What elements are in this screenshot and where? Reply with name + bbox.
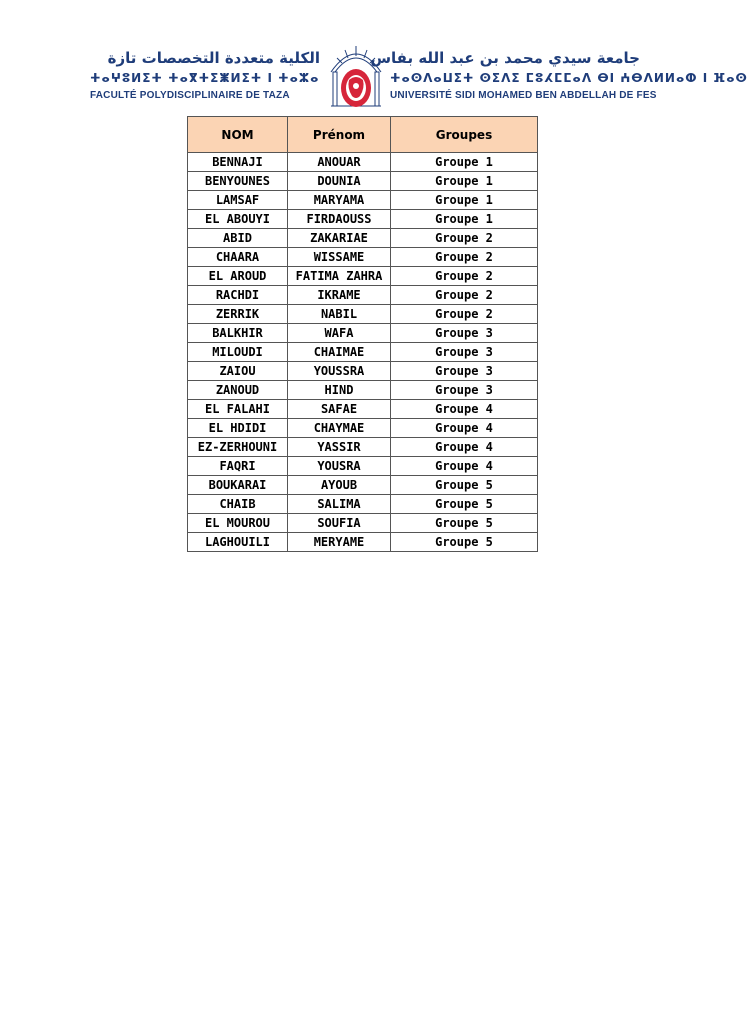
cell-groupe: Groupe 4 xyxy=(391,438,538,457)
cell-groupe: Groupe 5 xyxy=(391,514,538,533)
column-header-prenom: Prénom xyxy=(288,117,391,153)
cell-nom: ABID xyxy=(188,229,288,248)
table-row xyxy=(188,248,538,267)
cell-prenom: YASSIR xyxy=(288,438,391,457)
cell-prenom: SOUFIA xyxy=(288,514,391,533)
cell-prenom: CHAYMAE xyxy=(288,419,391,438)
table-row xyxy=(188,324,538,343)
cell-prenom: FATIMA ZAHRA xyxy=(288,267,391,286)
table-row xyxy=(188,381,538,400)
table-row xyxy=(188,210,538,229)
table-row xyxy=(188,438,538,457)
faculty-name-arabic: الكلية متعددة التخصصات تازة xyxy=(107,49,320,67)
cell-prenom: ZAKARIAE xyxy=(288,229,391,248)
cell-nom: LAGHOUILI xyxy=(188,533,288,552)
table-row xyxy=(188,419,538,438)
cell-nom: ZERRIK xyxy=(188,305,288,324)
cell-prenom: WISSAME xyxy=(288,248,391,267)
cell-groupe: Groupe 4 xyxy=(391,419,538,438)
cell-groupe: Groupe 5 xyxy=(391,533,538,552)
table-row xyxy=(188,229,538,248)
cell-groupe: Groupe 4 xyxy=(391,457,538,476)
cell-prenom: YOUSRA xyxy=(288,457,391,476)
university-name-arabic: جامعة سيدي محمد بن عبد الله بفاس xyxy=(370,49,640,67)
university-header-block xyxy=(370,48,748,104)
table-row xyxy=(188,286,538,305)
table-row xyxy=(188,476,538,495)
cell-nom: ZANOUD xyxy=(188,381,288,400)
cell-nom: FAQRI xyxy=(188,457,288,476)
column-header-nom: NOM xyxy=(188,117,288,153)
cell-groupe: Groupe 2 xyxy=(391,305,538,324)
cell-nom: BENYOUNES xyxy=(188,172,288,191)
cell-prenom: HIND xyxy=(288,381,391,400)
cell-groupe: Groupe 5 xyxy=(391,495,538,514)
cell-groupe: Groupe 3 xyxy=(391,343,538,362)
cell-prenom: YOUSSRA xyxy=(288,362,391,381)
cell-groupe: Groupe 1 xyxy=(391,191,538,210)
cell-prenom: FIRDAOUSS xyxy=(288,210,391,229)
cell-prenom: DOUNIA xyxy=(288,172,391,191)
cell-nom: EL AROUD xyxy=(188,267,288,286)
table-row xyxy=(188,305,538,324)
cell-prenom: CHAIMAE xyxy=(288,343,391,362)
table-row xyxy=(188,343,538,362)
column-header-groupes: Groupes xyxy=(391,117,538,153)
cell-groupe: Groupe 3 xyxy=(391,324,538,343)
cell-nom: EL FALAHI xyxy=(188,400,288,419)
cell-groupe: Groupe 2 xyxy=(391,248,538,267)
cell-prenom: NABIL xyxy=(288,305,391,324)
cell-groupe: Groupe 2 xyxy=(391,229,538,248)
cell-nom: MILOUDI xyxy=(188,343,288,362)
cell-nom: CHAIB xyxy=(188,495,288,514)
table-row xyxy=(188,191,538,210)
cell-groupe: Groupe 1 xyxy=(391,210,538,229)
faculty-header-block xyxy=(90,48,320,104)
cell-nom: BENNAJI xyxy=(188,153,288,172)
cell-groupe: Groupe 2 xyxy=(391,286,538,305)
cell-nom: EL HDIDI xyxy=(188,419,288,438)
table-row xyxy=(188,514,538,533)
cell-nom: BOUKARAI xyxy=(188,476,288,495)
document-header xyxy=(0,0,748,112)
cell-nom: ZAIOU xyxy=(188,362,288,381)
university-name-tifinagh: ⵜⴰⵙⴷⴰⵡⵉⵜ ⵙⵉⴷⵉ ⵎⵓⵃⵎⵎⴰⴷ ⴱⵏ ⵄⴱⴷⵍⵍⴰⵀ ⵏ ⴼⴰⵙ xyxy=(390,71,748,85)
university-name-french: UNIVERSITÉ SIDI MOHAMED BEN ABDELLAH DE FES xyxy=(390,90,657,101)
cell-prenom: MERYAME xyxy=(288,533,391,552)
table-row xyxy=(188,495,538,514)
cell-prenom: MARYAMA xyxy=(288,191,391,210)
cell-prenom: ANOUAR xyxy=(288,153,391,172)
table-row xyxy=(188,153,538,172)
cell-nom: BALKHIR xyxy=(188,324,288,343)
cell-groupe: Groupe 3 xyxy=(391,381,538,400)
cell-prenom: IKRAME xyxy=(288,286,391,305)
cell-nom: LAMSAF xyxy=(188,191,288,210)
cell-groupe: Groupe 1 xyxy=(391,153,538,172)
cell-groupe: Groupe 3 xyxy=(391,362,538,381)
table-row xyxy=(188,400,538,419)
cell-groupe: Groupe 1 xyxy=(391,172,538,191)
table-row xyxy=(188,457,538,476)
cell-groupe: Groupe 4 xyxy=(391,400,538,419)
cell-prenom: AYOUB xyxy=(288,476,391,495)
cell-nom: EL MOUROU xyxy=(188,514,288,533)
faculty-name-french: FACULTÉ POLYDISCIPLINAIRE DE TAZA xyxy=(90,90,290,101)
cell-nom: EZ-ZERHOUNI xyxy=(188,438,288,457)
cell-groupe: Groupe 2 xyxy=(391,267,538,286)
table-header-row xyxy=(188,117,538,153)
cell-prenom: SAFAE xyxy=(288,400,391,419)
table-row xyxy=(188,533,538,552)
table-row xyxy=(188,267,538,286)
cell-prenom: WAFA xyxy=(288,324,391,343)
cell-nom: CHAARA xyxy=(188,248,288,267)
cell-nom: EL ABOUYI xyxy=(188,210,288,229)
table-row xyxy=(188,362,538,381)
faculty-name-tifinagh: ⵜⴰⵖⵓⵍⵉⵜ ⵜⴰⴳⵜⵉⵥⵍⵉⵜ ⵏ ⵜⴰⵣⴰ xyxy=(90,71,320,85)
cell-nom: RACHDI xyxy=(188,286,288,305)
table-row xyxy=(188,172,538,191)
cell-groupe: Groupe 5 xyxy=(391,476,538,495)
groups-table xyxy=(187,116,538,552)
cell-prenom: SALIMA xyxy=(288,495,391,514)
